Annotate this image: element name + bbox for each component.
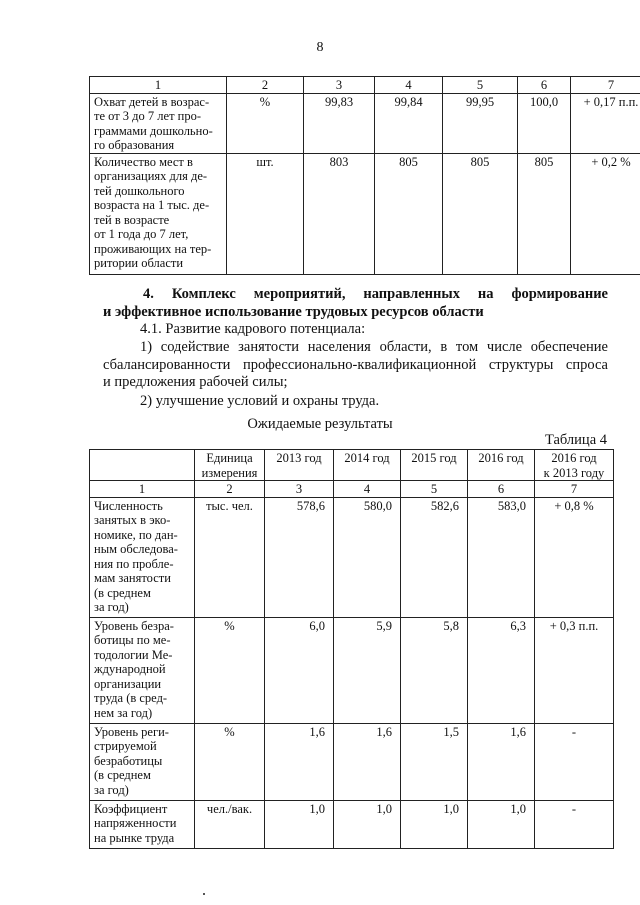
- header-year: 2013 год: [265, 450, 334, 481]
- row-unit: %: [195, 723, 265, 800]
- row-change: + 0,8 %: [535, 497, 614, 617]
- row-unit: тыс. чел.: [195, 497, 265, 617]
- row-value: 99,95: [443, 93, 518, 153]
- row-unit: шт.: [227, 153, 304, 274]
- scan-speck: [203, 893, 205, 895]
- header-year: 2016 год: [468, 450, 535, 481]
- list-item-1: [103, 339, 608, 392]
- table-row: [90, 723, 614, 800]
- row-value: 805: [443, 153, 518, 274]
- col-number-4: 4: [375, 77, 443, 94]
- row-unit: %: [227, 93, 304, 153]
- row-value: 1,6: [468, 723, 535, 800]
- row-value: 1,0: [334, 800, 401, 848]
- header-year: 2014 год: [334, 450, 401, 481]
- table-number-row: [90, 481, 614, 498]
- list-item-1-line-3: и предложения рабочей силы;: [103, 374, 288, 390]
- table-child-coverage: [89, 76, 640, 275]
- row-label: Коэффициент напряженности на рынке труда: [90, 800, 195, 848]
- col-number-5: 5: [401, 481, 468, 498]
- row-value: 583,0: [468, 497, 535, 617]
- table-row: [90, 800, 614, 848]
- header-unit: Единица измерения: [195, 450, 265, 481]
- list-item-1-line-1: 1) содействие занятости населения области, в том числе обеспечение: [140, 339, 608, 355]
- row-value: 100,0: [518, 93, 571, 153]
- col-number-6: 6: [468, 481, 535, 498]
- section-heading: [103, 286, 608, 321]
- row-label: Уровень безра- ботицы по ме- тодологии Ме- ждународной организации труда (в сред- нем за год): [90, 617, 195, 723]
- col-number-1: 1: [90, 77, 227, 94]
- list-item-1-line-2: сбалансированности профессионально-квалификационной структуры спроса: [103, 356, 608, 373]
- row-value: 1,0: [468, 800, 535, 848]
- heading-line-1: 4. Комплекс мероприятий, направленных на формирование: [143, 286, 608, 302]
- col-number-6: 6: [518, 77, 571, 94]
- table-labor: [89, 449, 614, 849]
- col-number-3: 3: [265, 481, 334, 498]
- row-value: 580,0: [334, 497, 401, 617]
- row-change: -: [535, 800, 614, 848]
- col-number-2: 2: [227, 77, 304, 94]
- row-change: + 0,3 п.п.: [535, 617, 614, 723]
- list-item-2: 2) улучшение условий и охраны труда.: [140, 393, 380, 409]
- row-value: 1,5: [401, 723, 468, 800]
- subsection-title: 4.1. Развитие кадрового потенциала:: [140, 321, 366, 337]
- row-label: Уровень реги- стрируемой безработицы (в среднем за год): [90, 723, 195, 800]
- row-value: 5,8: [401, 617, 468, 723]
- col-number-7: 7: [571, 77, 640, 94]
- expected-results-title: Ожидаемые результаты: [247, 416, 393, 432]
- row-value: 578,6: [265, 497, 334, 617]
- row-value: 5,9: [334, 617, 401, 723]
- row-value: 99,83: [304, 93, 375, 153]
- row-unit: %: [195, 617, 265, 723]
- row-value: 99,84: [375, 93, 443, 153]
- col-number-5: 5: [443, 77, 518, 94]
- row-label: Количество мест в организациях для де- тей дошкольного возраста на 1 тыс. де- тей в возрасте от 1 года до 7 лет, проживающих на тер- ритории области: [90, 153, 227, 274]
- row-value: 1,6: [334, 723, 401, 800]
- col-number-3: 3: [304, 77, 375, 94]
- table-header-row: [90, 77, 640, 94]
- table-row: [90, 153, 640, 274]
- row-value: 6,3: [468, 617, 535, 723]
- row-value: 805: [518, 153, 571, 274]
- col-number-4: 4: [334, 481, 401, 498]
- row-value: 582,6: [401, 497, 468, 617]
- page-number: 8: [316, 40, 324, 55]
- table-number: Таблица 4: [544, 432, 607, 448]
- table-header-row: [90, 450, 614, 481]
- heading-line-2: и эффективное использование трудовых ресурсов области: [103, 303, 484, 320]
- row-change: + 0,2 %: [571, 153, 640, 274]
- row-value: 1,0: [401, 800, 468, 848]
- row-label: Численность занятых в эко- номике, по дан- ным обследова- ния по пробле- мам занятости (в среднем за год): [90, 497, 195, 617]
- header-change: 2016 год к 2013 году: [535, 450, 614, 481]
- table-row: [90, 93, 640, 153]
- row-value: 805: [375, 153, 443, 274]
- col-number-2: 2: [195, 481, 265, 498]
- col-number-1: 1: [90, 481, 195, 498]
- row-value: 6,0: [265, 617, 334, 723]
- row-value: 803: [304, 153, 375, 274]
- row-change: + 0,17 п.п.: [571, 93, 640, 153]
- header-year: 2015 год: [401, 450, 468, 481]
- header-empty: [90, 450, 195, 481]
- row-label: Охват детей в возрас- те от 3 до 7 лет про- граммами дошкольно- го образования: [90, 93, 227, 153]
- row-value: 1,0: [265, 800, 334, 848]
- row-change: -: [535, 723, 614, 800]
- row-unit: чел./вак.: [195, 800, 265, 848]
- col-number-7: 7: [535, 481, 614, 498]
- table-row: [90, 617, 614, 723]
- row-value: 1,6: [265, 723, 334, 800]
- table-row: [90, 497, 614, 617]
